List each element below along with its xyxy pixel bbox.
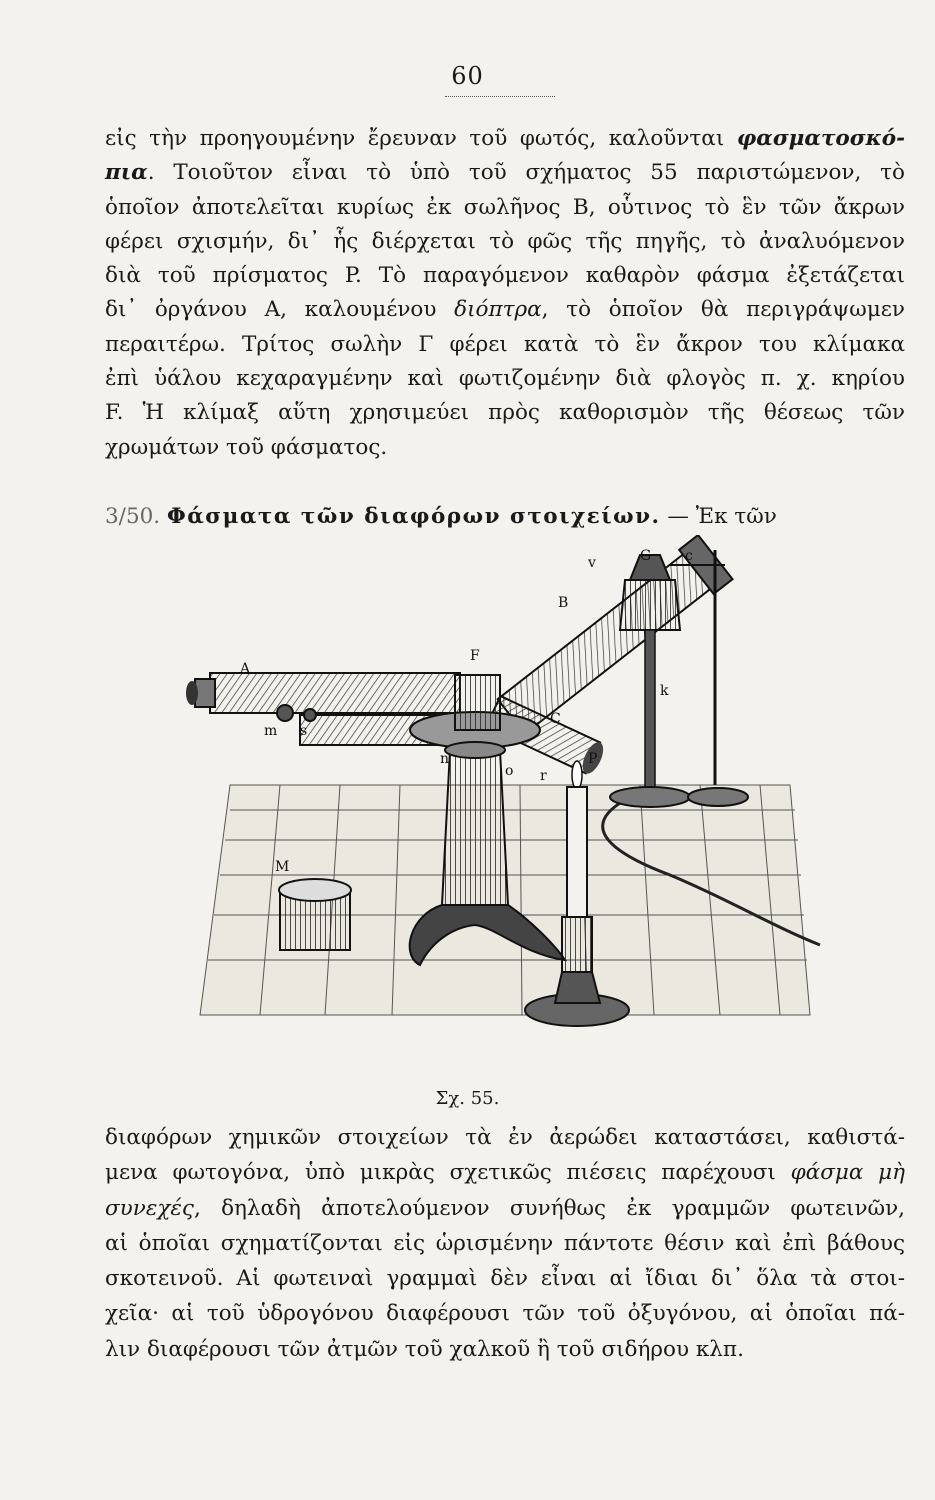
label-a: A: [240, 661, 251, 677]
section-number: 50.: [125, 504, 161, 529]
label-n: n: [440, 751, 450, 767]
paragraph-2-text-run: , δηλαδὴ ἀποτελούμενον συνήθως ἐκ γραμμῶν φωτεινῶν,: [193, 1195, 905, 1221]
label-p: P: [588, 751, 598, 767]
paragraph-1-line: [105, 431, 905, 465]
paragraph-1-line: [105, 396, 905, 430]
paragraph-2-text-run: αἱ ὁποῖαι σχηματίζονται εἰς ὡρισμένην πάντοτε θέσιν καὶ ἐπὶ βάθους: [105, 1230, 905, 1256]
box-m: [279, 879, 351, 950]
figure-caption: Σχ. 55.: [435, 1088, 500, 1109]
paragraph-1-text-run: εἰς τὴν προηγουμένην ἔρευναν τοῦ φωτός, καλοῦνται: [105, 126, 737, 151]
paragraph-2-text-run: φάσμα μὴ: [790, 1160, 905, 1186]
paragraph-2-line: [105, 1120, 905, 1155]
paragraph-1-text-run: ἐπὶ ὑάλου κεχαραγμένην καὶ φωτιζομένην διὰ φλογὸς π. χ. κηρίου: [105, 366, 905, 392]
label-r: r: [540, 768, 547, 784]
section-dash: —: [667, 504, 689, 529]
label-o: o: [505, 763, 514, 779]
section-title: Φάσματα τῶν διαφόρων στοιχείων.: [166, 504, 661, 529]
label-f: F: [470, 648, 480, 664]
paragraph-2-text-run: χεῖα· αἱ τοῦ ὑδρογόνου διαφέρουσι τῶν τοῦ ὀξυγόνου, αἱ ὁποῖαι πά-: [105, 1301, 905, 1327]
paragraph-2-line: [105, 1332, 905, 1367]
paragraph-2-line: [105, 1191, 905, 1226]
prism-box: [455, 675, 500, 730]
paragraph-1-text-run: περαιτέρω. Τρίτος σωλὴν Γ φέρει κατὰ τὸ ἓν ἄκρον του κλίμακα: [105, 331, 905, 357]
paragraph-2-text-run: διαφόρων χημικῶν στοιχείων τὰ ἐν ἀερώδει καταστάσει, καθιστά-: [105, 1125, 905, 1150]
paragraph-1-line: [105, 122, 905, 156]
paragraph-2-text-run: σκοτεινοῦ. Αἱ φωτειναὶ γραμμαὶ δὲν εἶναι αἱ ἴδιαι δι᾽ ὅλα τὰ στοι-: [105, 1266, 905, 1292]
paragraph-1-text-run: διόπτρα: [454, 297, 542, 323]
paragraph-2-line: [105, 1261, 905, 1296]
paragraph-1-text-run: ὁποῖον ἀποτελεῖται κυρίως ἐκ σωλῆνος B, οὗτινος τὸ ἓν τῶν ἄκρων: [105, 194, 905, 220]
spectroscope-illustration: [170, 535, 930, 1090]
paragraph-1-text-run: πια: [105, 160, 148, 186]
label-c: C: [550, 711, 561, 727]
page-number: 60: [451, 62, 484, 90]
label-s: s: [300, 723, 308, 739]
label-b: B: [558, 595, 569, 611]
paragraph-1-text-run: , τὸ ὁποῖον θὰ περιγράψωμεν: [541, 297, 905, 323]
paragraph-1-line: [105, 191, 905, 225]
label-c-small: c: [685, 548, 693, 564]
paragraph-2-text-run: μενα φωτογόνα, ὑπὸ μικρὰς σχετικῶς πιέσεις παρέχουσι: [105, 1160, 791, 1186]
spectroscope-figure: [170, 535, 930, 1090]
paragraph-1-text-run: δι᾽ ὀργάνου A, καλουμένου: [105, 297, 455, 323]
label-m: m: [264, 723, 278, 739]
paragraph-1-text-run: χρωμάτων τοῦ φάσματος.: [105, 434, 388, 460]
paragraph-1-line: [105, 259, 905, 293]
paragraph-1-line: [105, 225, 905, 259]
paragraph-2: [105, 1120, 905, 1367]
paragraph-2-text-run: συνεχές: [105, 1195, 194, 1221]
section-heading: [105, 500, 905, 534]
paragraph-1-line: [105, 293, 905, 327]
paragraph-1-text-run: F. Ἡ κλίμαξ αὕτη χρησιμεύει πρὸς καθορισμὸν τῆς θέσεως τῶν: [105, 400, 905, 426]
paragraph-1-text-run: . Τοιοῦτον εἶναι τὸ ὑπὸ τοῦ σχήματος 55 παριστώμενον, τὸ: [147, 160, 905, 186]
paragraph-1-text-run: διὰ τοῦ πρίσματος P. Τὸ παραγόμενον καθαρὸν φάσμα ἐξετάζεται: [105, 263, 905, 289]
paragraph-1-text-run: φασματοσκό-: [736, 126, 905, 151]
section-continuation: Ἐκ τῶν: [695, 504, 777, 529]
page-number-divider: [445, 96, 555, 97]
paragraph-1-line: [105, 328, 905, 362]
paragraph-2-line: [105, 1155, 905, 1190]
paragraph-2-line: [105, 1296, 905, 1331]
paragraph-2-text-run: λιν διαφέρουσι τῶν ἀτμῶν τοῦ χαλκοῦ ἢ τοῦ σιδήρου κλπ.: [105, 1336, 744, 1362]
section-margin-note: 3/: [105, 504, 126, 529]
label-k: k: [660, 683, 669, 699]
paragraph-1-text-run: φέρει σχισμήν, δι᾽ ἧς διέρχεται τὸ φῶς τῆς πηγῆς, τὸ ἀναλυόμενον: [105, 228, 905, 254]
paragraph-1-line: [105, 362, 905, 396]
paragraph-1-line: [105, 156, 905, 190]
paragraph-1: [105, 122, 905, 465]
label-g: G: [640, 548, 652, 564]
paragraph-2-line: [105, 1226, 905, 1261]
label-v: v: [588, 555, 596, 571]
label-box-m: M: [275, 859, 290, 875]
